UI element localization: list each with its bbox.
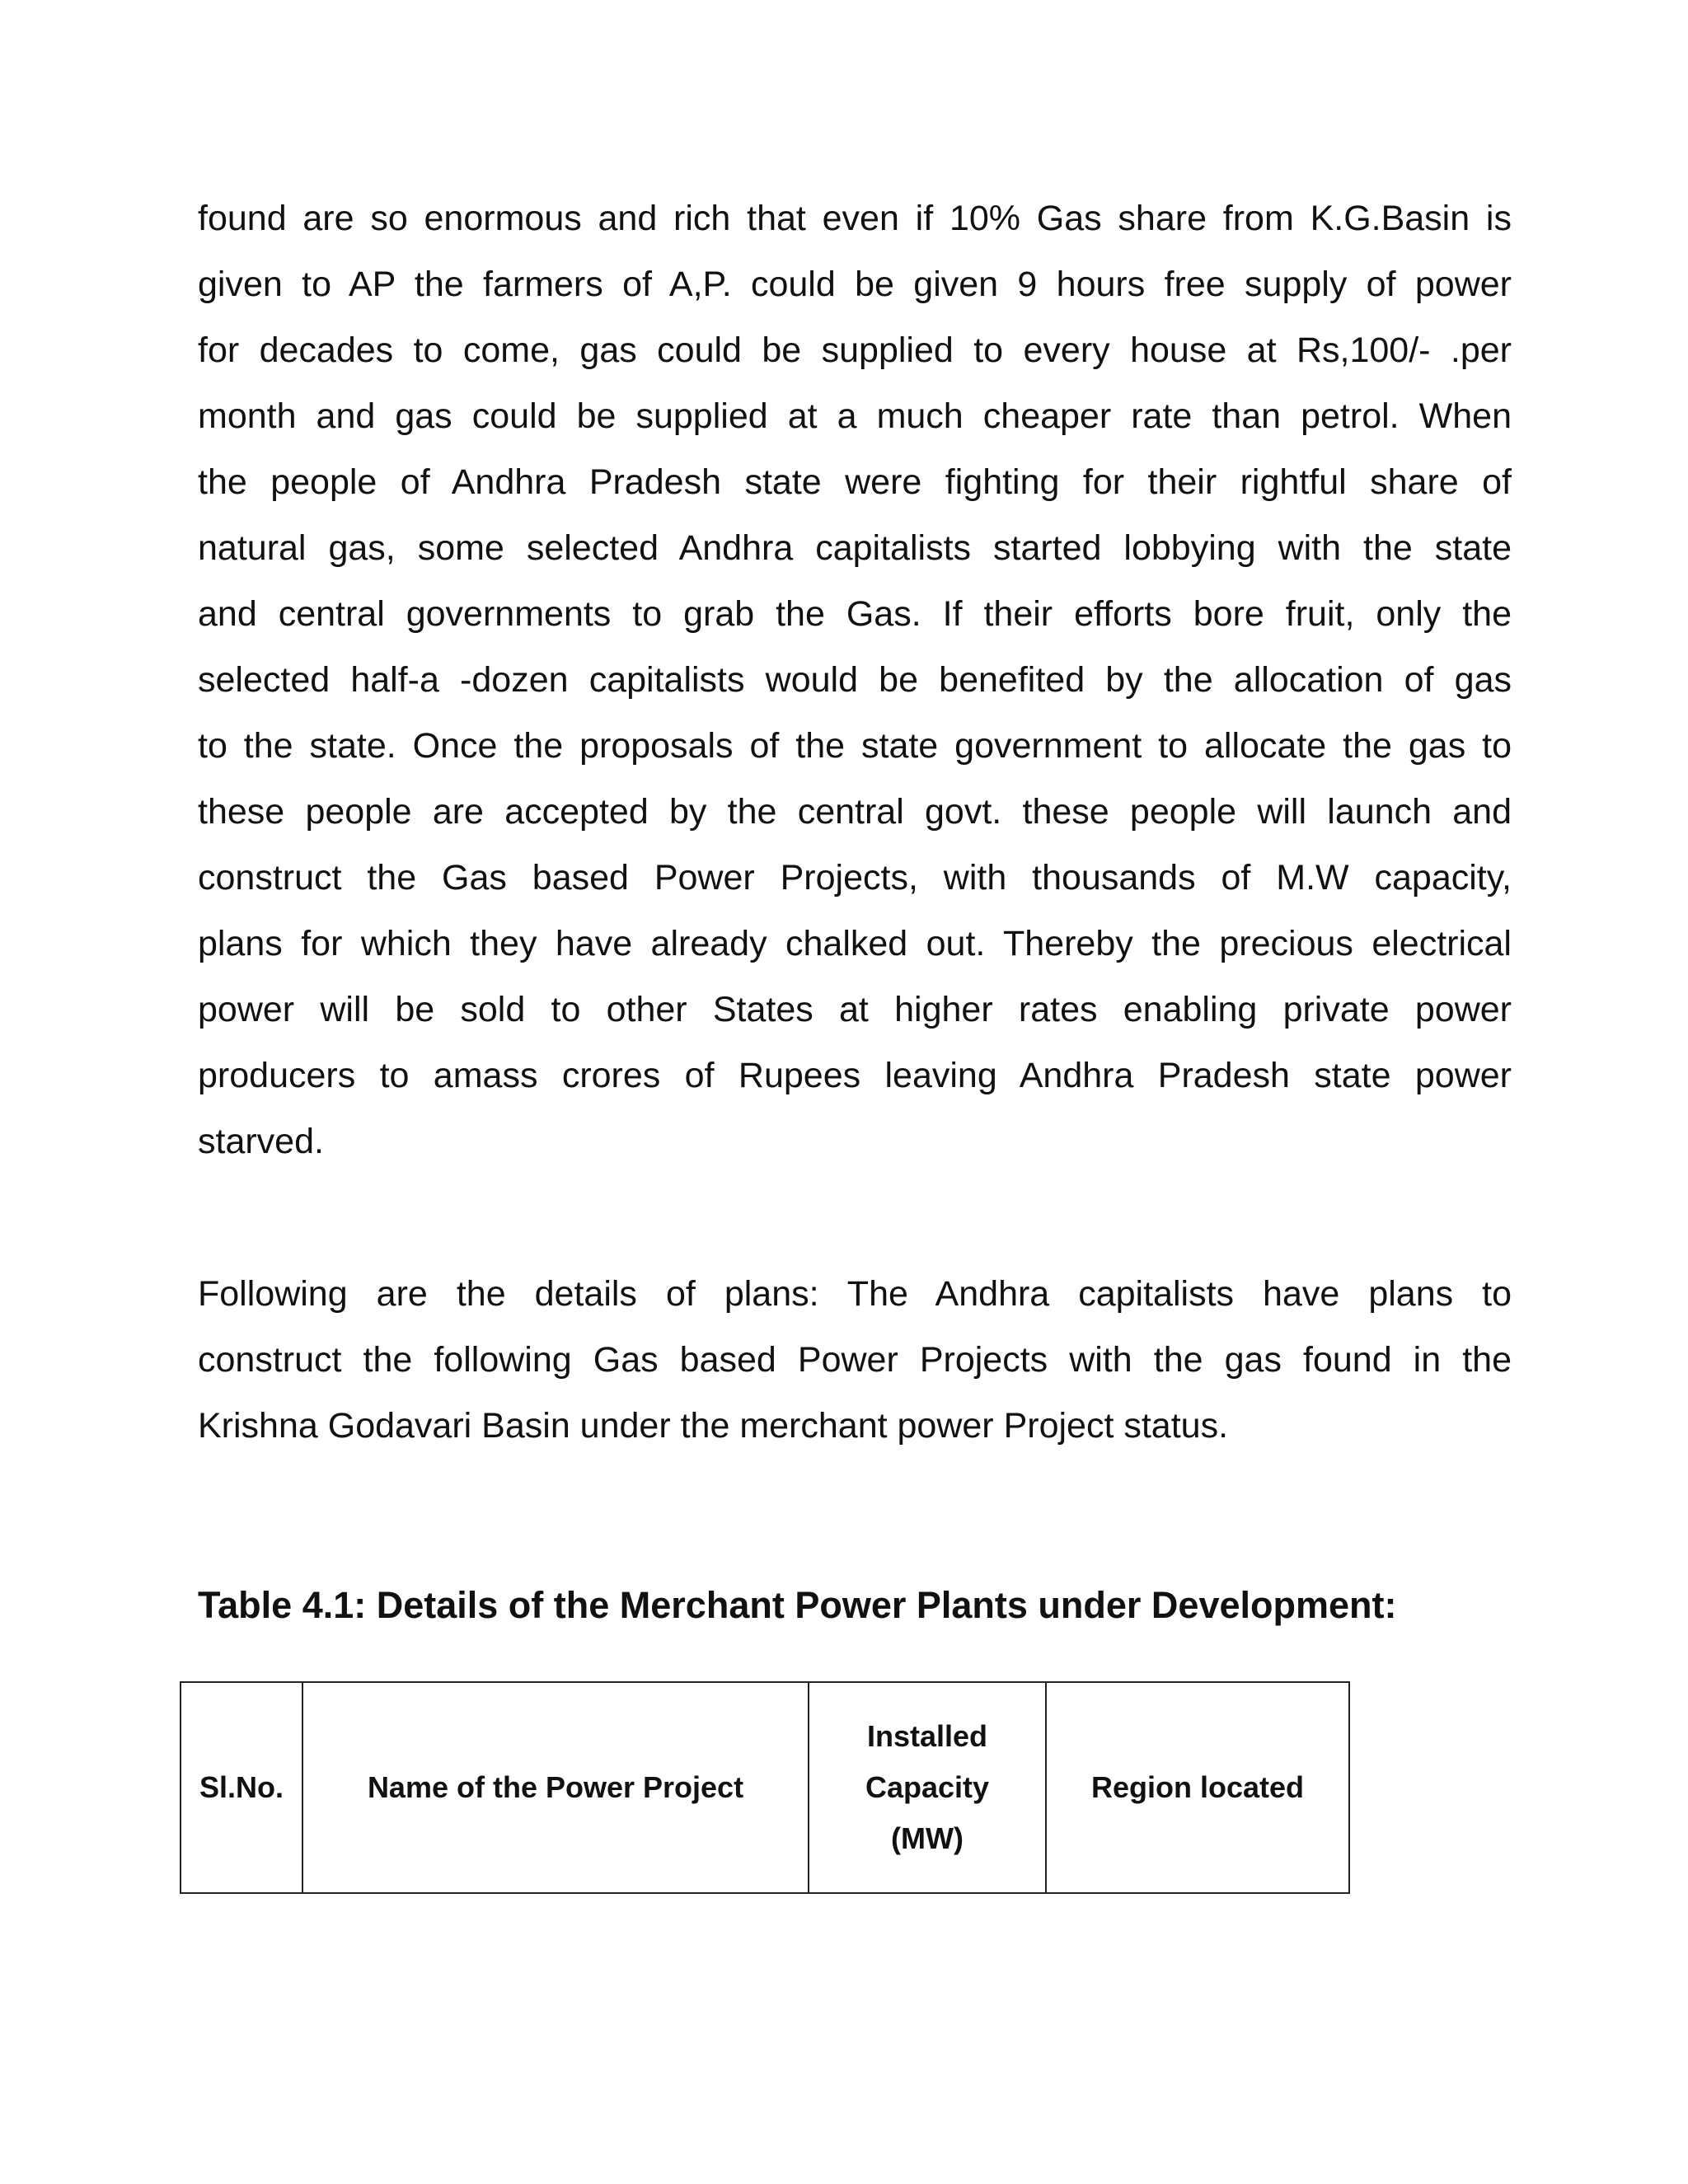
table-header-row — [181, 1682, 1349, 1893]
text-line: construct the Gas based Power Projects, with thousands of M.W capacity, — [198, 858, 1512, 898]
header-region-located: Region located — [1046, 1682, 1349, 1893]
text-line: and central governments to grab the Gas. If their efforts bore fruit, only the — [198, 594, 1512, 634]
header-project-name: Name of the Power Project — [302, 1682, 809, 1893]
text-line: to the state. Once the proposals of the state government to allocate the gas to — [198, 726, 1512, 766]
text-line: construct the following Gas based Power Projects with the gas found in the — [198, 1340, 1512, 1380]
text-line: these people are accepted by the central govt. these people will launch and — [198, 792, 1512, 832]
text-line: power will be sold to other States at higher rates enabling private power — [198, 990, 1512, 1029]
header-capacity-line: Installed — [866, 1719, 988, 1753]
paragraph-project-plans — [198, 1261, 1512, 1459]
text-line: Krishna Godavari Basin under the merchant power Project status. — [198, 1406, 1229, 1446]
paragraph-gas-allocation — [198, 185, 1512, 1174]
text-line: plans for which they have already chalked out. Thereby the precious electrical — [198, 924, 1512, 963]
text-line: given to AP the farmers of A,P. could be given 9 hours free supply of power — [198, 265, 1512, 304]
text-line: month and gas could be supplied at a much cheaper rate than petrol. When — [198, 396, 1512, 436]
merchant-power-plants-table — [180, 1681, 1350, 1894]
text-line: producers to amass crores of Rupees leaving Andhra Pradesh state power — [198, 1056, 1512, 1095]
text-line: natural gas, some selected Andhra capitalists started lobbying with the state — [198, 528, 1512, 568]
header-sl-no: Sl.No. — [181, 1682, 302, 1893]
text-line: selected half-a -dozen capitalists would be benefited by the allocation of gas — [198, 660, 1512, 700]
text-line: found are so enormous and rich that even if 10% Gas share from K.G.Basin is — [198, 199, 1512, 238]
header-capacity-unit: (MW) — [891, 1821, 964, 1855]
header-installed-capacity — [809, 1682, 1046, 1893]
text-line: starved. — [198, 1122, 324, 1161]
text-line: the people of Andhra Pradesh state were fighting for their rightful share of — [198, 462, 1512, 502]
text-line: for decades to come, gas could be supplied to every house at Rs,100/- .per — [198, 330, 1512, 370]
table-title: Table 4.1: Details of the Merchant Power Plants under Development: — [198, 1584, 1397, 1626]
text-line: Following are the details of plans: The Andhra capitalists have plans to — [198, 1274, 1512, 1314]
header-capacity-line: Capacity — [865, 1770, 990, 1804]
